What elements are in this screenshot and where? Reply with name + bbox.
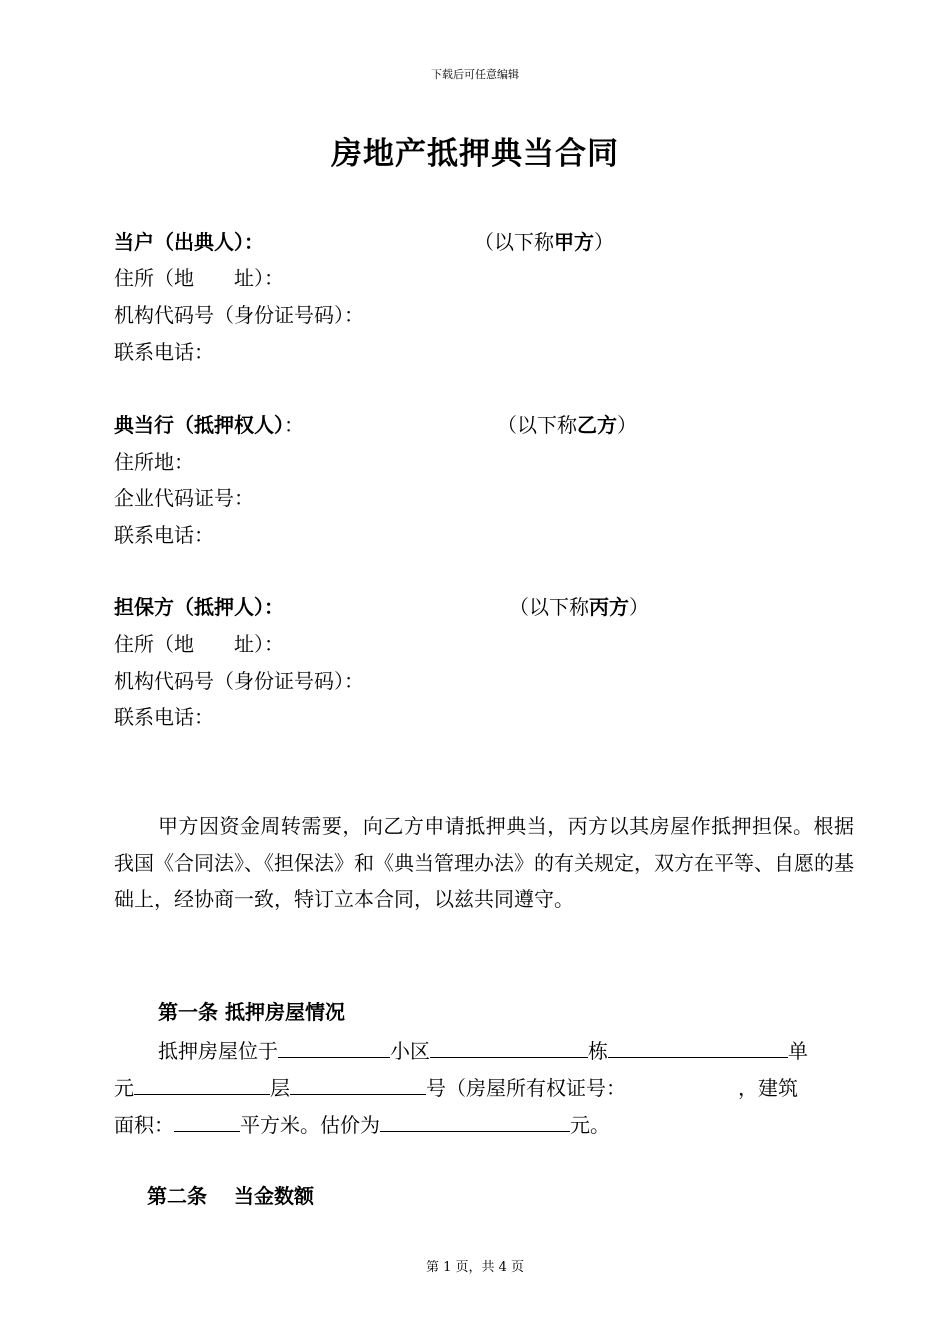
page-footer: 第 1 页，共 4 页: [425, 1260, 525, 1275]
party-b-phone: 联系电话：: [114, 523, 214, 547]
blank-area[interactable]: [174, 1109, 240, 1132]
party-b-alias: （以下称乙方）: [497, 413, 637, 437]
party-b-label: 典当行（抵押权人）：: [114, 413, 304, 437]
intro-paragraph: 甲方因资金周转需要，向乙方申请抵押典当，丙方以其房屋作抵押担保。根据我国《合同法》、《担保法》和《典当管理办法》的有关规定，双方在平等、自愿的基础上，经协商一致，特订立本合同，以兹共同遵守。: [114, 814, 854, 911]
blank-building[interactable]: [430, 1035, 588, 1058]
party-a-id: 机构代码号（身份证号码）：: [114, 303, 364, 327]
article1-line1: 抵押房屋位于 小区 栋 单: [158, 1035, 808, 1065]
party-a-alias: （以下称甲方）: [474, 230, 614, 254]
party-b-id: 企业代码证号：: [114, 486, 254, 510]
party-c-label: 担保方（抵押人）：: [114, 595, 284, 619]
blank-floor[interactable]: [134, 1072, 270, 1095]
contract-title: 房地产抵押典当合同: [331, 136, 619, 172]
party-c-id: 机构代码号（身份证号码）：: [114, 669, 364, 693]
party-b-address: 住所地：: [114, 450, 194, 474]
header-note: 下载后可任意编辑: [431, 68, 519, 81]
party-c-address: 住所（地 址）：: [114, 632, 284, 656]
blank-valuation[interactable]: [380, 1109, 570, 1132]
party-a-label: 当户（出典人）：: [114, 230, 264, 254]
party-a-phone: 联系电话：: [114, 340, 214, 364]
article2-heading: 第二条 当金数额: [147, 1184, 314, 1208]
article1-heading: 第一条 抵押房屋情况: [158, 1000, 345, 1024]
blank-room[interactable]: [290, 1072, 426, 1095]
blank-community[interactable]: [278, 1035, 390, 1058]
party-c-phone: 联系电话：: [114, 705, 214, 729]
party-c-alias: （以下称丙方）: [509, 595, 649, 619]
blank-unit[interactable]: [608, 1035, 788, 1058]
article1-line3: 面积： 平方米。估价为 元。: [114, 1109, 610, 1139]
party-a-address: 住所（地 址）：: [114, 266, 284, 290]
article1-line2: 元 层 号（房屋所有权证号： ，建筑: [114, 1072, 798, 1102]
